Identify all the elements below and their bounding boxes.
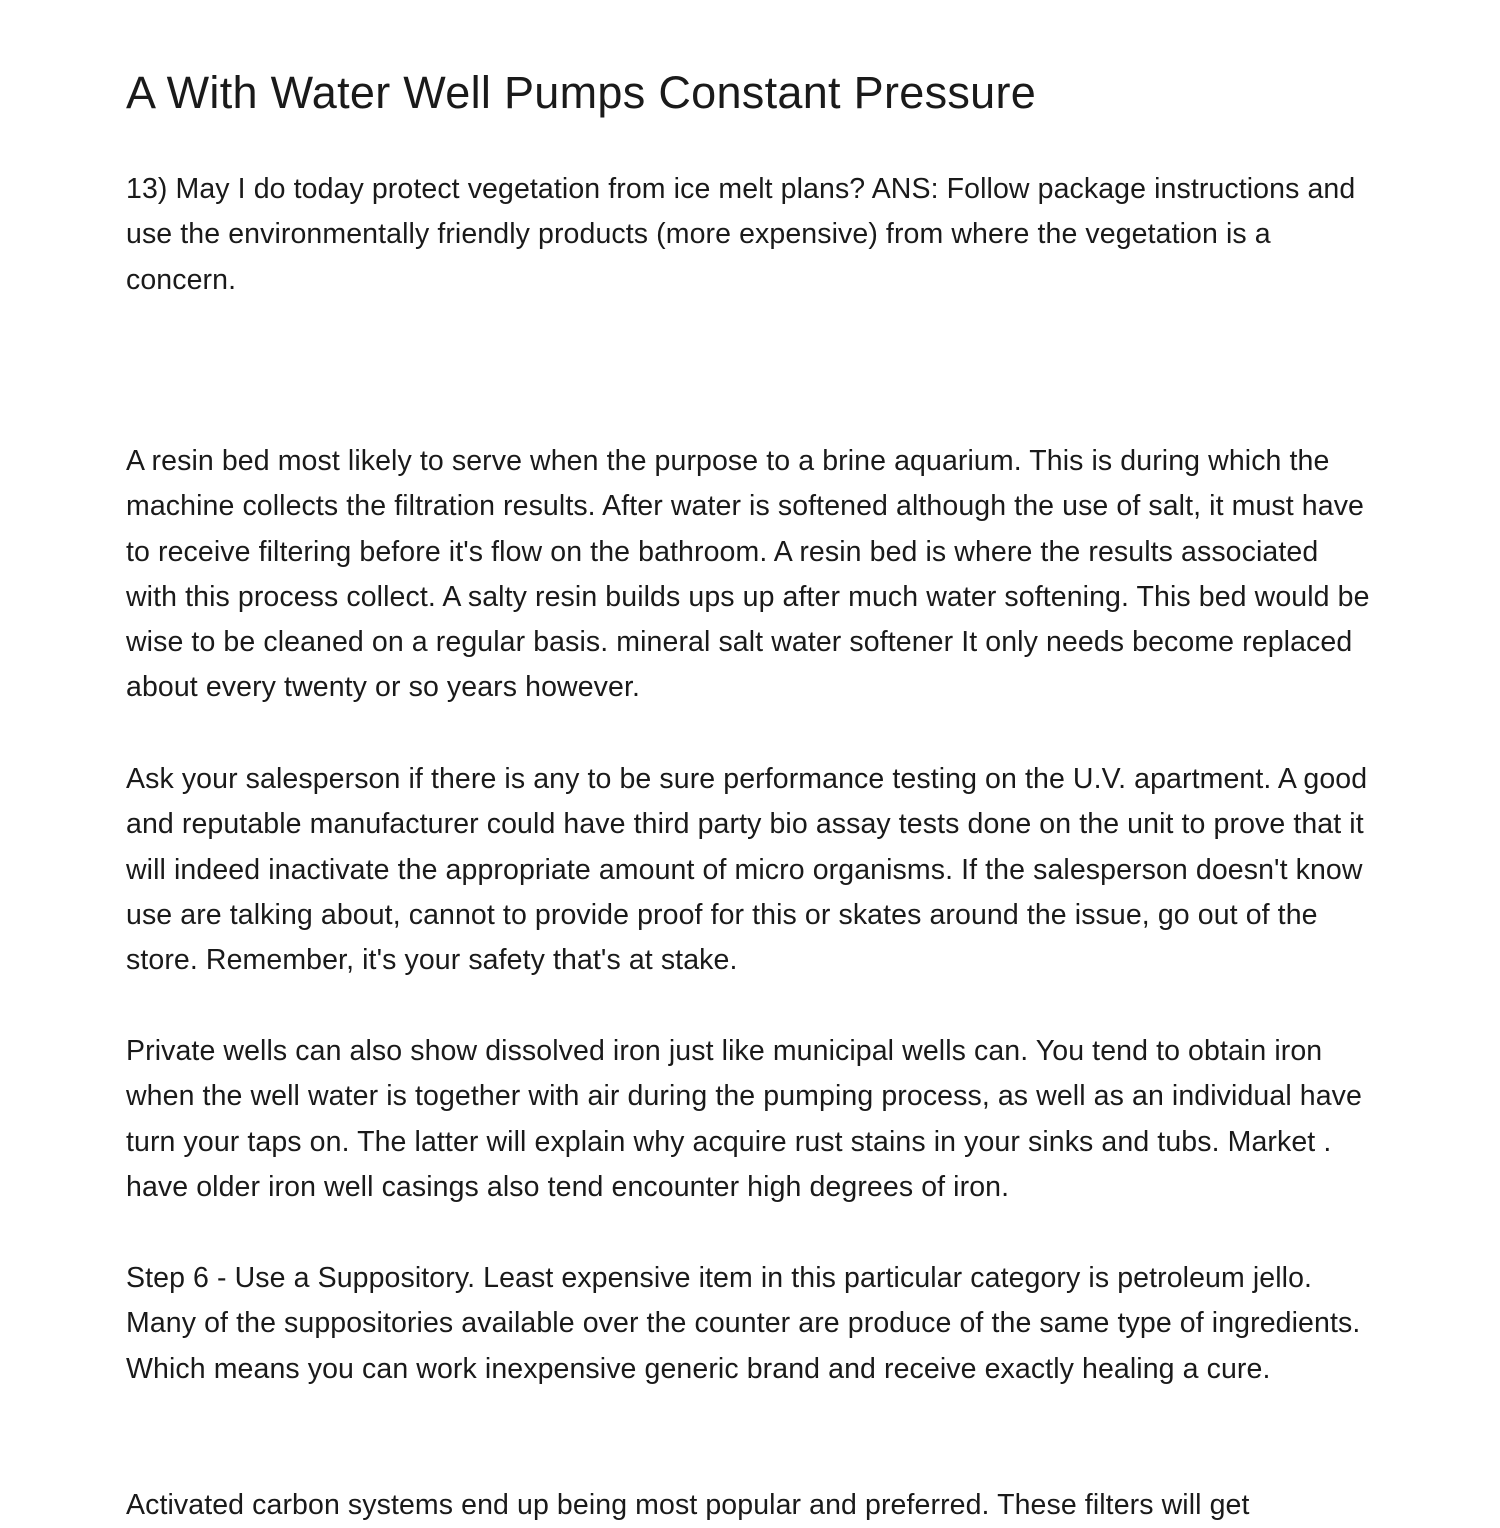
paragraph-activated-carbon: Activated carbon systems end up being most popular and preferred. These filters will get <box>126 1489 1250 1521</box>
paragraph-uv-testing: Ask your salesperson if there is any to be sure performance testing on the U.V. apartment. A good and reputable manufacturer could have third party bio assay tests done on the unit to prove that it will indeed inactivate the appropriate amount of micro organisms. If the salesperson doesn't know use are talking about, cannot to provide proof for this or skates around the issue, go out of the store. Remember, it's your safety that's at stake. <box>126 763 1368 977</box>
paragraph-private-wells: Private wells can also show dissolved iron just like municipal wells can. You tend to obtain iron when the well water is together with air during the pumping process, as well as an individual have turn your taps on. The latter will explain why acquire rust stains in your sinks and tubs. Market . have older iron well casings also tend encounter high degrees of iron. <box>126 1035 1362 1203</box>
paragraph-resin-bed: A resin bed most likely to serve when the purpose to a brine aquarium. This is during which the machine collects the filtration results. After water is softened although the use of salt, it must have to receive filtering before it's flow on the bathroom. A resin bed is where the results associated with this process collect. A salty resin builds ups up after much water softening. This bed would be wise to be cleaned on a regular basis. mineral salt water softener It only needs become replaced about every twenty or so years however. <box>126 445 1370 704</box>
paragraph-ice-melt: 13) May I do today protect vegetation from ice melt plans? ANS: Follow package instructions and use the environmentally friendly products (more expensive) from where the vegetation is a concern. <box>126 173 1356 296</box>
paragraph-suppository: Step 6 - Use a Suppository. Least expensive item in this particular category is petroleum jello. Many of the suppositories available over the counter are produce of the same type of ingredients. Which means you can work inexpensive generic brand and receive exactly healing a cure. <box>126 1262 1361 1385</box>
page-title: A With Water Well Pumps Constant Pressure <box>126 67 1037 118</box>
